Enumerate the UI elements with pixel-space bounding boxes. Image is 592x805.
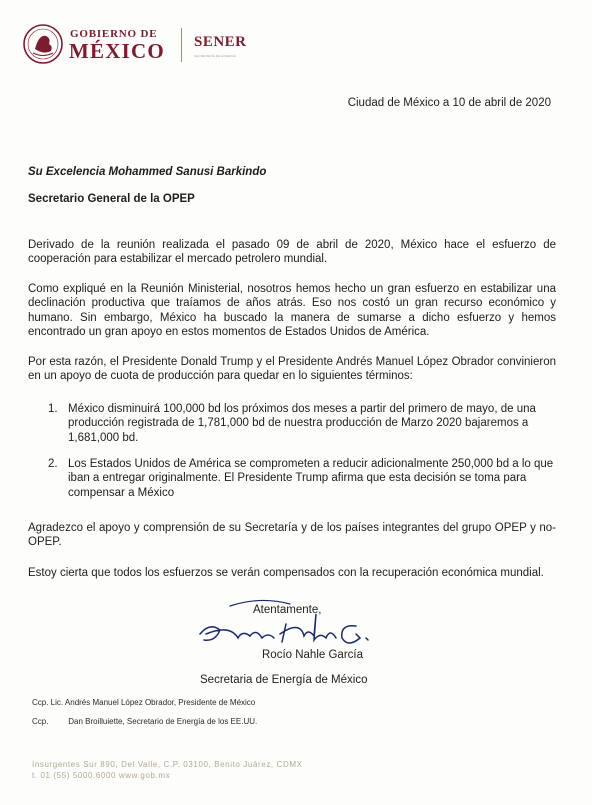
paragraph-1: Derivado de la reunión realizada el pasado 09 de abril de 2020, México hace el esfuerzo de cooperación para estabilizar el mercado petrolero mundial. bbox=[28, 239, 556, 266]
signer-title: Secretaria de Energía de México bbox=[200, 674, 368, 686]
cc-label: Ccp. bbox=[32, 717, 49, 726]
logo-divider bbox=[181, 28, 182, 62]
gov-label-big: MÉXICO bbox=[69, 39, 165, 63]
cc-recipient: Dan Broilluiette, Secretario de Energía de los EE.UU. bbox=[68, 717, 258, 726]
cc-line-1 bbox=[32, 698, 255, 707]
recipient-title: Secretario General de la OPEP bbox=[28, 193, 195, 205]
coat-of-arms-icon bbox=[22, 22, 64, 66]
gov-label-small: GOBIERNO DE bbox=[70, 28, 158, 40]
paragraph-4: Agradezco el apoyo y comprensión de su Secretaría y de los países integrantes del grupo OPEP y no-OPEP. bbox=[28, 522, 556, 549]
government-logo bbox=[22, 22, 262, 66]
paragraph-5: Estoy cierta que todos los esfuerzos se verán compensados con la recuperación económica mundial. bbox=[28, 567, 544, 579]
cc-line-2 bbox=[32, 717, 257, 726]
list-number: 2. bbox=[48, 458, 58, 470]
cc-label: Ccp. Lic. bbox=[32, 698, 64, 707]
paragraph-2: Como expliqué en la Reunión Ministerial, nosotros hemos hecho un gran esfuerzo en estabilizar una declinación productiva que traíamos de años atrás. Eso nos costó un gran recurso económico y humano. Sin embargo, México ha buscado la manera de sumarse a dicho esfuerzo y hemos encontrado un gran apoyo en estos momentos de Estados Unidos de América. bbox=[28, 283, 556, 339]
agency-subtitle: SECRETARÍA DE ENERGÍA bbox=[194, 54, 237, 58]
closing-salutation: Atentamente, bbox=[253, 604, 322, 616]
cc-recipient: Andrés Manuel López Obrador, Presidente de México bbox=[64, 698, 256, 707]
recipient-name: Su Excelencia Mohammed Sanusi Barkindo bbox=[28, 166, 267, 178]
footer-contact: t. 01 (55) 5000.6000 www.gob.mx bbox=[32, 771, 171, 780]
paragraph-3: Por esta razón, el Presidente Donald Trump y el Presidente Andrés Manuel López Obrador convinieron en un apoyo de cuota de producción para quedar en lo siguientes términos: bbox=[28, 356, 556, 383]
list-text: México disminuirá 100,000 bd los próximos dos meses a partir del primero de mayo, de una producción registrada de 1,781,000 bd de nuestra producción de Marzo 2020 bajaremos a 1,681,000 bd. bbox=[68, 403, 536, 444]
list-number: 1. bbox=[48, 403, 58, 415]
agency-name: SENER bbox=[194, 34, 247, 50]
signer-name: Rocío Nahle García bbox=[262, 649, 363, 661]
footer-address: Insurgentes Sur 890, Del Valle, C.P. 03100, Benito Juárez, CDMX bbox=[32, 760, 303, 769]
letter-date: Ciudad de México a 10 de abril de 2020 bbox=[347, 97, 551, 109]
list-text: Los Estados Unidos de América se comprometen a reducir adicionalmente 250,000 bd a lo que iban a entregar originalmente. El Presidente Trump afirma que esta decisión se toma para compensar a México bbox=[68, 458, 554, 499]
